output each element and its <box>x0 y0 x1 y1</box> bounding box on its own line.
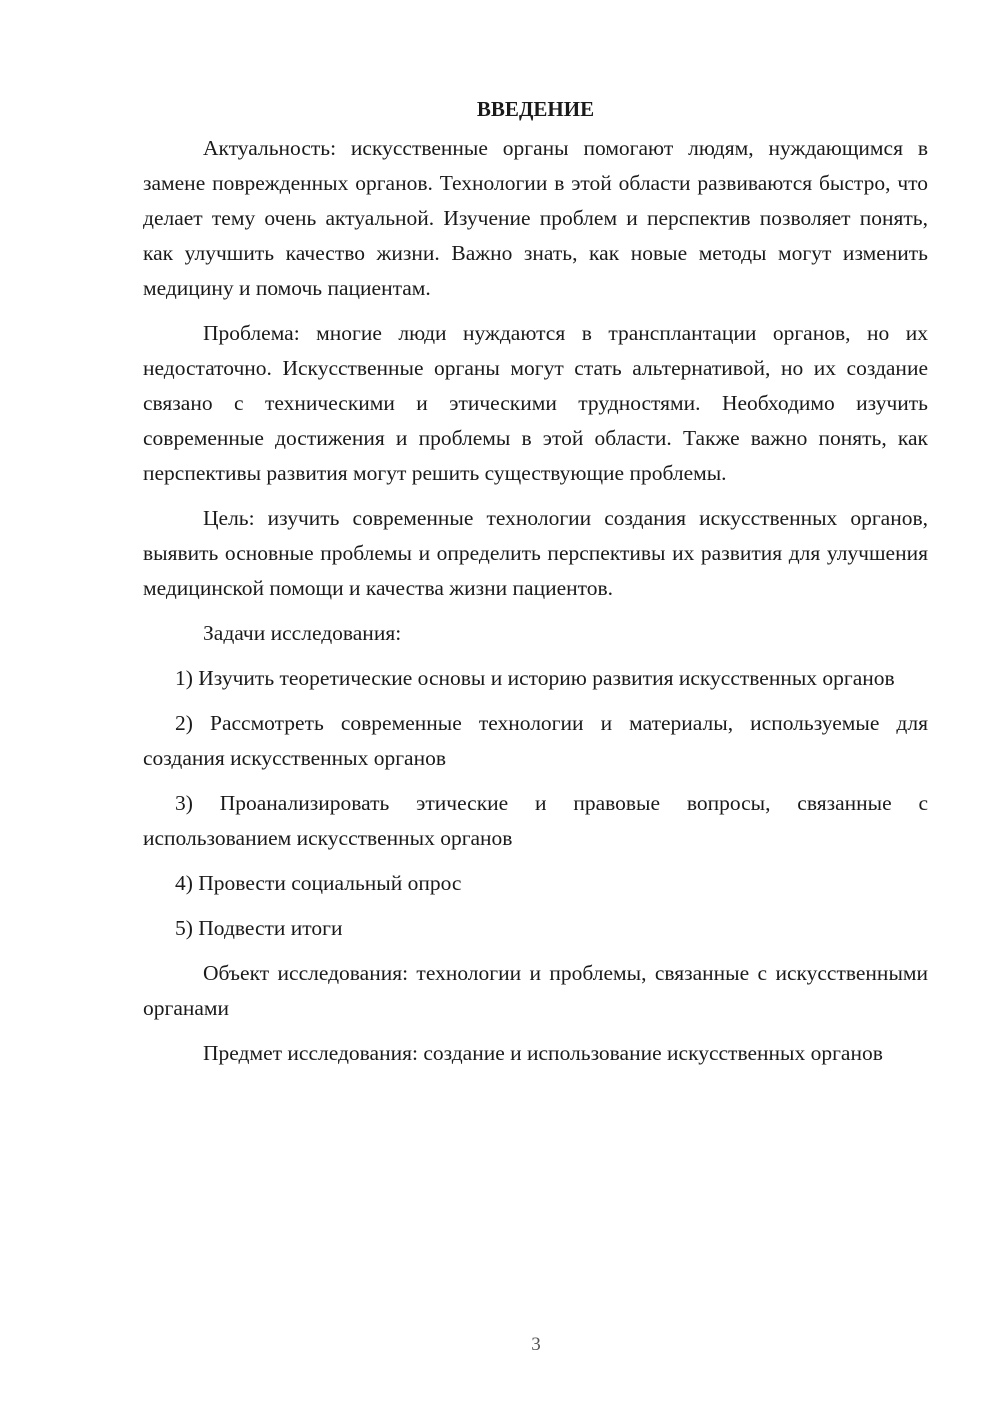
section-title: ВВЕДЕНИЕ <box>476 97 595 121</box>
paragraph-relevance: Актуальность: искусственные органы помогают людям, нуждающимся в замене поврежденных органов. Технологии в этой области развиваются быстро, что делает тему очень актуальной. Изучение проблем и перспектив позволяет понять, как улучшить качество жизни. Важно знать, как новые методы могут изменить медицину и помочь пациентам. <box>143 136 928 300</box>
page-number: 3 <box>531 1334 541 1355</box>
task-item-5: 5) Подвести итоги <box>175 916 343 940</box>
paragraph-goal: Цель: изучить современные технологии создания искусственных органов, выявить основные проблемы и определить перспективы их развития для улучшения медицинской помощи и качества жизни пациентов. <box>143 506 928 600</box>
paragraph-subject: Предмет исследования: создание и использование искусственных органов <box>203 1041 883 1065</box>
task-item-2: 2) Рассмотреть современные технологии и материалы, используемые для создания искусственных органов <box>143 711 928 770</box>
task-item-1: 1) Изучить теоретические основы и историю развития искусственных органов <box>175 666 895 690</box>
task-item-4: 4) Провести социальный опрос <box>175 871 462 895</box>
document-page <box>143 92 928 1081</box>
task-item-3: 3) Проанализировать этические и правовые вопросы, связанные с использованием искусственных органов <box>143 791 928 850</box>
tasks-heading: Задачи исследования: <box>203 621 402 645</box>
paragraph-object: Объект исследования: технологии и проблемы, связанные с искусственными органами <box>143 961 928 1020</box>
paragraph-problem: Проблема: многие люди нуждаются в трансплантации органов, но их недостаточно. Искусственные органы могут стать альтернативой, но их создание связано с техническими и этическими трудностями. Необходимо изучить современные достижения и проблемы в этой области. Также важно понять, как перспективы развития могут решить существующие проблемы. <box>143 321 928 485</box>
